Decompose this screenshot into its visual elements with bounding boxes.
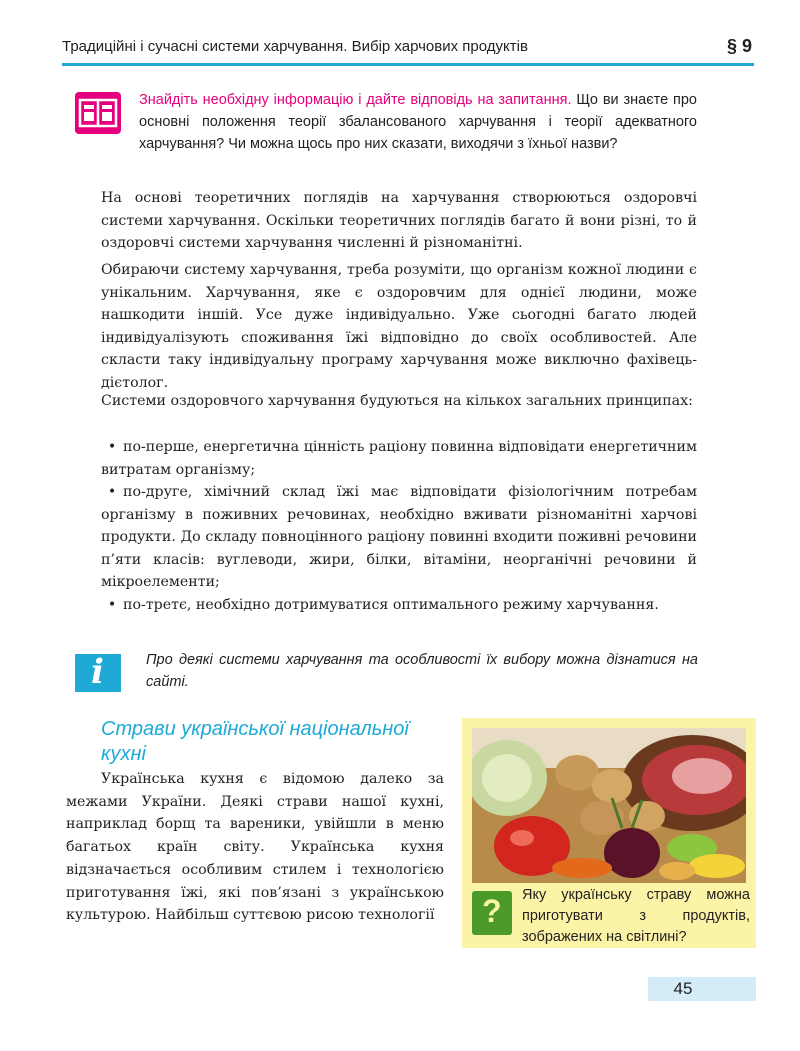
section-heading: Страви української національної кухні <box>101 718 409 765</box>
kitchen-text: Українська кухня є відомою далеко за межами України. Деякі страви нашої кухні, наприклад борщ та вареники, увійшли в меню багатьох країн світу. Українська кухня відзначається особливим стилем і технологією приготування їжі, які пов’язані з українською культурою. Найбільш суттєвою рисою технології <box>66 771 444 924</box>
principles-list <box>101 436 697 616</box>
bullet-icon: • <box>107 596 117 613</box>
kitchen-paragraph <box>66 768 444 927</box>
task-text: Що ви знаєте про основні положення теорії збалансованого харчування і теорії адекватного харчування? Чи можна щось про них сказати, виходячи з їхньої назви? <box>139 92 697 152</box>
paragraph-1-text: На основі теоретичних поглядів на харчування створюються оздоровчі системи харчування. Оскільки теоретичних поглядів багато й вони різні, то й оздоровчі системи харчування численні й різноманітні. <box>101 190 697 251</box>
header-divider <box>62 63 754 66</box>
photo-callout <box>462 718 756 948</box>
photo-question: Яку українську страву можна приготувати з продуктів, зображених на світлині? <box>522 887 750 945</box>
page-number-tab <box>648 977 756 1001</box>
page-header <box>62 38 754 68</box>
paragraph-3-text: Системи оздоровчого харчування будуються на кількох загальних принципах: <box>101 393 693 409</box>
bullet-icon: • <box>107 439 117 455</box>
section-number: § 9 <box>726 36 752 56</box>
task-question <box>139 89 697 155</box>
book-icon <box>75 92 121 134</box>
paragraph-1 <box>101 187 697 255</box>
vegetables-photo <box>472 728 746 883</box>
bullet-icon: • <box>107 484 117 500</box>
paragraph-2 <box>101 259 697 394</box>
list-item: • по-друге, хімічний склад їжі має відповідати фізіологічним потребам організму в поживних речовинах, необхідно вживати різноманітні харчові продукти. До складу повноцінного раціону повинні входити поживні речовини п’яти класів: вуглеводи, жири, білки, вітаміни, неорганічні речовини й мікроелементи; <box>101 481 697 594</box>
info-note: Про деякі системи харчування та особливості їх вибору можна дізнатися на сайті. <box>146 652 698 690</box>
list-item: • по-перше, енергетична цінність раціону повинна відповідати енергетичним витратам організму; <box>101 436 697 481</box>
paragraph-3 <box>101 390 697 413</box>
task-lead: Знайдіть необхідну інформацію і дайте відповідь на запитання. <box>139 92 572 108</box>
question-icon: ? <box>472 891 512 935</box>
list-item: • по-третє, необхідно дотримуватися оптимального режиму харчування. <box>101 594 697 617</box>
page-number: 45 <box>673 979 693 998</box>
info-icon: i <box>75 654 121 692</box>
paragraph-2-text: Обираючи систему харчування, треба розуміти, що організм кожної людини є унікальним. Харчування, яке є оздоровчим для однієї людини, може нашкодити іншій. Усе дуже індивідуально. Уже сьогодні багато людей індивідуалізують споживання їжі відповідно до своїх особливостей. Але скласти таку індивідуальну програму харчування може виключно фахівець-дієтолог. <box>101 262 697 391</box>
chapter-title: Традиційні і сучасні системи харчування. Вибір харчових продуктів <box>62 38 528 55</box>
